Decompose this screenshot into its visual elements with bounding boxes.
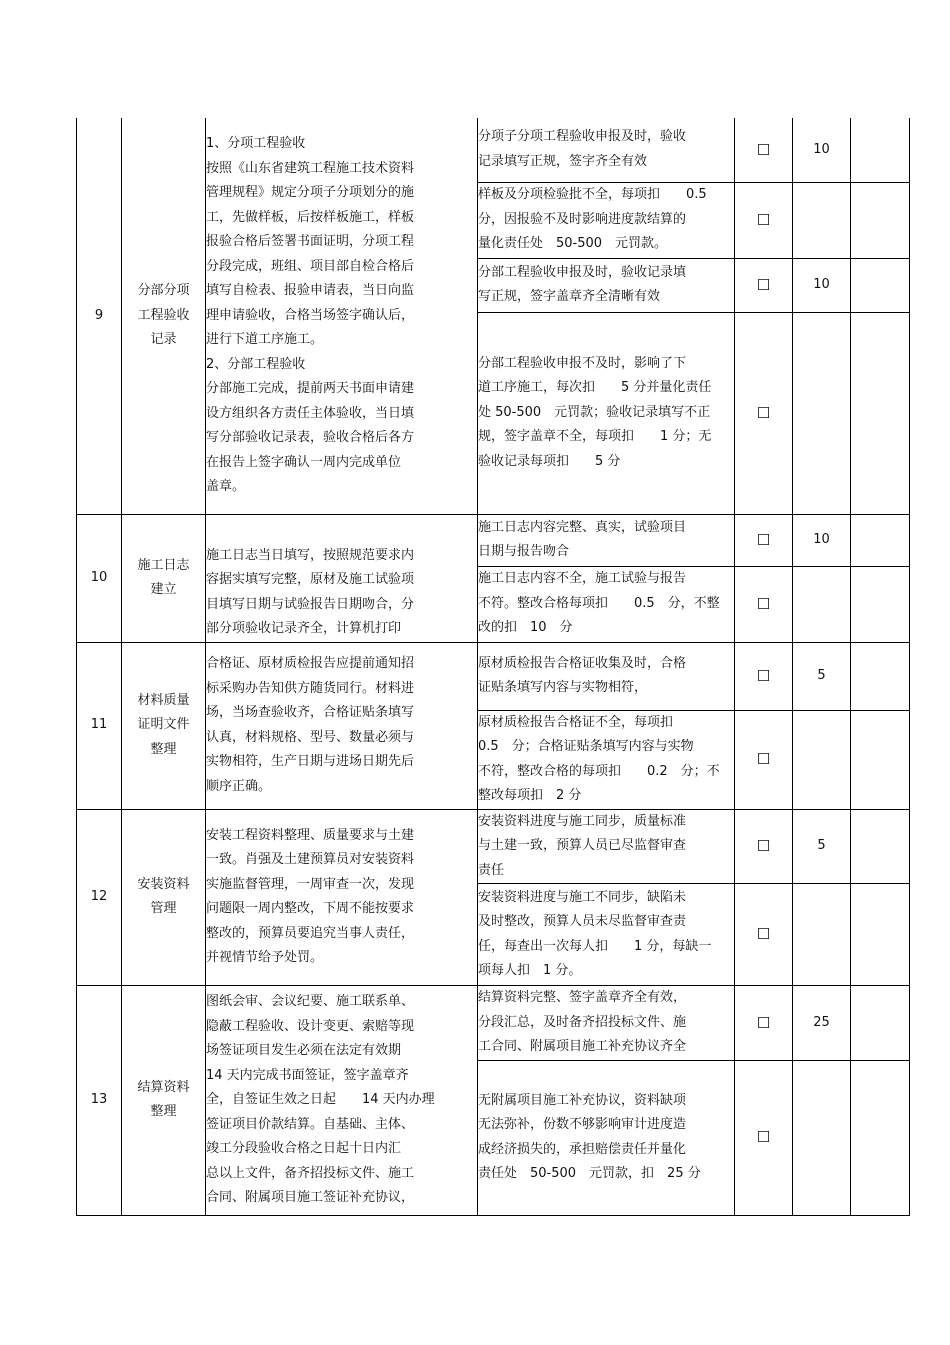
text-line: 无法弥补，份数不够影响审计进度造 bbox=[478, 1117, 687, 1132]
text-line: 量化责任处 50-500 元罚款。 bbox=[478, 236, 668, 252]
text-line: 写分部验收记录表，验收合格后各方 bbox=[206, 430, 415, 445]
text-line: 施工日志当日填写，按照规范要求内 bbox=[206, 547, 415, 563]
criteria-text bbox=[478, 809, 735, 884]
table-row bbox=[77, 809, 910, 884]
text-line: 竣工分段验收合格之日起十日内汇 bbox=[206, 1141, 402, 1156]
text-line: 场，当场查验收齐，合格证贴条填写 bbox=[206, 705, 415, 720]
text-line: 盖章。 bbox=[206, 479, 246, 494]
checkbox-icon[interactable]: ☐ bbox=[735, 182, 793, 258]
text-line: 建立 bbox=[150, 582, 177, 597]
score-value: 5 bbox=[793, 642, 851, 710]
text-line: 合格证、原材质检报告应提前通知招 bbox=[206, 656, 415, 671]
assessment-table bbox=[76, 118, 910, 1216]
text-line: 设方组织各方责任主体验收，当日填 bbox=[206, 405, 415, 421]
text-line: 实施监督管理，一周审查一次，发现 bbox=[206, 876, 415, 892]
checkbox-icon[interactable]: ☐ bbox=[735, 710, 793, 809]
score-value: 5 bbox=[793, 809, 851, 884]
text-line: 全，自签证生效之日起 14 天内办理 bbox=[206, 1092, 435, 1107]
text-line: 安装资料进度与施工同步，质量标准 bbox=[478, 813, 687, 829]
text-line: 成经济损失的，承担赔偿责任并量化 bbox=[478, 1141, 687, 1157]
text-line: 管理 bbox=[150, 901, 177, 917]
text-line: 日期与报告吻合 bbox=[478, 544, 570, 559]
text-line: 分部工程验收申报不及时，影响了下 bbox=[478, 355, 687, 371]
table-row bbox=[77, 986, 910, 1061]
text-line: 标采购办告知供方随货同行。材料进 bbox=[206, 680, 415, 696]
text-line: 工程验收 bbox=[137, 307, 190, 323]
actual-score-cell bbox=[851, 986, 910, 1061]
criteria-text bbox=[478, 642, 735, 710]
text-line: 部分项验收记录齐全，计算机打印 bbox=[206, 621, 402, 636]
actual-score-cell bbox=[851, 1060, 910, 1215]
text-line: 样板及分项检验批不全，每项扣 0.5 bbox=[478, 187, 707, 203]
score-value bbox=[793, 566, 851, 642]
text-line: 14 天内完成书面签证，签字盖章齐 bbox=[206, 1067, 409, 1083]
criteria-text bbox=[478, 566, 735, 642]
score-value: 10 bbox=[793, 514, 851, 566]
text-line: 整改每项扣 2 分 bbox=[478, 788, 582, 803]
text-line: 场签证项目发生必须在法定有效期 bbox=[206, 1043, 402, 1058]
text-line: 无附属项目施工补充协议，资料缺项 bbox=[478, 1092, 687, 1108]
text-line: 1、分项工程验收 bbox=[206, 136, 306, 151]
criteria-text bbox=[478, 514, 735, 566]
text-line: 记录填写正规，签字齐全有效 bbox=[478, 153, 648, 169]
text-line: 施工日志内容完整、真实，试验项目 bbox=[478, 519, 687, 535]
text-line: 一致。肖强及土建预算员对安装资料 bbox=[206, 852, 415, 868]
criteria-text bbox=[478, 182, 735, 258]
table-row bbox=[77, 514, 910, 566]
actual-score-cell bbox=[851, 118, 910, 182]
actual-score-cell bbox=[851, 809, 910, 884]
item-name bbox=[122, 514, 206, 642]
criteria-text bbox=[478, 884, 735, 986]
actual-score-cell bbox=[851, 258, 910, 312]
score-value bbox=[793, 884, 851, 986]
text-line: 安装资料 bbox=[137, 876, 190, 892]
text-line: 材料质量 bbox=[137, 692, 190, 708]
text-line: 理申请验收，合格当场签字确认后， bbox=[206, 307, 415, 323]
requirement-text bbox=[206, 514, 478, 642]
text-line: 分部分项 bbox=[137, 283, 190, 298]
text-line: 分部施工完成，提前两天书面申请建 bbox=[206, 381, 415, 396]
text-line: 责任 bbox=[478, 862, 505, 878]
text-line: 施工日志 bbox=[137, 557, 190, 573]
text-line: 按照《山东省建筑工程施工技术资料 bbox=[206, 160, 415, 176]
text-line: 合同、附属项目施工签证补充协议， bbox=[206, 1190, 415, 1205]
text-line: 责任处 50-500 元罚款，扣 25 分 bbox=[478, 1166, 701, 1181]
checkbox-icon[interactable]: ☐ bbox=[735, 809, 793, 884]
text-line: 结算资料完整、签字盖章齐全有效， bbox=[478, 990, 687, 1005]
item-name bbox=[122, 642, 206, 809]
text-line: 写正规，签字盖章齐全清晰有效 bbox=[478, 289, 661, 304]
table-row bbox=[77, 118, 910, 182]
text-line: 签证项目价款结算。自基础、主体、 bbox=[206, 1116, 415, 1132]
text-line: 顺序正确。 bbox=[206, 778, 272, 794]
checkbox-icon[interactable]: ☐ bbox=[735, 258, 793, 312]
text-line: 管理规程》规定分项子分项划分的施 bbox=[206, 185, 415, 200]
text-line: 分项子分项工程验收申报及时，验收 bbox=[478, 129, 687, 145]
text-line: 施工日志内容不全，施工试验与报告 bbox=[478, 571, 687, 587]
actual-score-cell bbox=[851, 514, 910, 566]
requirement-text bbox=[206, 118, 478, 514]
row-number: 10 bbox=[77, 514, 122, 642]
score-value: 10 bbox=[793, 258, 851, 312]
actual-score-cell bbox=[851, 182, 910, 258]
text-line: 与土建一致，预算人员已尽监督审查 bbox=[478, 838, 687, 853]
item-name bbox=[122, 118, 206, 514]
row-number: 9 bbox=[77, 118, 122, 514]
criteria-text bbox=[478, 986, 735, 1061]
criteria-text bbox=[478, 710, 735, 809]
text-line: 隐蔽工程验收、设计变更、索赔等现 bbox=[206, 1018, 415, 1034]
text-line: 分，因报验不及时影响进度款结算的 bbox=[478, 211, 687, 227]
text-line: 改的扣 10 分 bbox=[478, 620, 573, 636]
text-line: 道工序施工，每次扣 5 分并量化责任 bbox=[478, 380, 712, 396]
text-line: 进行下道工序施工。 bbox=[206, 332, 324, 347]
text-line: 工合同、附属项目施工补充协议齐全 bbox=[478, 1039, 687, 1054]
text-line: 图纸会审、会议纪要、施工联系单、 bbox=[206, 994, 415, 1009]
score-value: 10 bbox=[793, 118, 851, 182]
text-line: 安装资料进度与施工不同步，缺陷未 bbox=[478, 889, 687, 905]
text-line: 0.5 分；合格证贴条填写内容与实物 bbox=[478, 739, 694, 754]
text-line: 分部工程验收申报及时，验收记录填 bbox=[478, 264, 687, 280]
text-line: 验收记录每项扣 5 分 bbox=[478, 453, 621, 469]
criteria-text bbox=[478, 258, 735, 312]
row-number: 12 bbox=[77, 809, 122, 986]
checkbox-icon[interactable]: ☐ bbox=[735, 312, 793, 514]
text-line: 在报告上签字确认一周内完成单位 bbox=[206, 454, 402, 470]
row-number: 11 bbox=[77, 642, 122, 809]
checkbox-icon[interactable]: ☐ bbox=[735, 642, 793, 710]
score-value bbox=[793, 182, 851, 258]
actual-score-cell bbox=[851, 884, 910, 986]
text-line: 整改的，预算员要追究当事人责任， bbox=[206, 925, 415, 941]
requirement-text bbox=[206, 642, 478, 809]
actual-score-cell bbox=[851, 642, 910, 710]
text-line: 报验合格后签署书面证明，分项工程 bbox=[206, 234, 415, 249]
text-line: 问题限一周内整改，下周不能按要求 bbox=[206, 901, 415, 917]
text-line: 分段汇总，及时备齐招投标文件、施 bbox=[478, 1014, 687, 1030]
text-line: 工，先做样板，后按样板施工，样板 bbox=[206, 209, 415, 225]
text-line: 项每人扣 1 分。 bbox=[478, 963, 582, 978]
score-value bbox=[793, 312, 851, 514]
text-line: 原材质检报告合格证收集及时，合格 bbox=[478, 655, 687, 671]
criteria-text bbox=[478, 118, 735, 182]
checkbox-icon[interactable]: ☐ bbox=[735, 884, 793, 986]
actual-score-cell bbox=[851, 710, 910, 809]
criteria-text bbox=[478, 312, 735, 514]
text-line: 记录 bbox=[150, 332, 177, 347]
text-line: 分段完成，班组、项目部自检合格后 bbox=[206, 258, 415, 274]
text-line: 不符，整改合格的每项扣 0.2 分；不 bbox=[478, 763, 720, 779]
score-value bbox=[793, 1060, 851, 1215]
text-line: 目填写日期与试验报告日期吻合，分 bbox=[206, 596, 415, 612]
text-line: 填写自检表、报验申请表，当日向监 bbox=[206, 283, 415, 298]
score-value bbox=[793, 710, 851, 809]
checkbox-icon[interactable]: ☐ bbox=[735, 986, 793, 1061]
criteria-text bbox=[478, 1060, 735, 1215]
text-line: 不符。整改合格每项扣 0.5 分，不整 bbox=[478, 595, 720, 611]
item-name bbox=[122, 986, 206, 1216]
text-line: 并视情节给予处罚。 bbox=[206, 950, 324, 966]
actual-score-cell bbox=[851, 312, 910, 514]
text-line: 认真，材料规格、型号、数量必须与 bbox=[206, 729, 415, 745]
text-line: 任，每查出一次每人扣 1 分，每缺一 bbox=[478, 938, 712, 954]
text-line: 总以上文件，备齐招投标文件、施工 bbox=[206, 1165, 415, 1181]
text-line: 安装工程资料整理、质量要求与土建 bbox=[206, 827, 415, 843]
requirement-text bbox=[206, 809, 478, 986]
table-row bbox=[77, 642, 910, 710]
text-line: 整理 bbox=[150, 1104, 177, 1120]
text-line: 容据实填写完整，原材及施工试验项 bbox=[206, 572, 415, 587]
text-line: 实物相符，生产日期与进场日期先后 bbox=[206, 754, 415, 769]
score-value: 25 bbox=[793, 986, 851, 1061]
actual-score-cell bbox=[851, 566, 910, 642]
text-line: 原材质检报告合格证不全，每项扣 bbox=[478, 714, 674, 730]
text-line: 2、分部工程验收 bbox=[206, 356, 306, 372]
item-name bbox=[122, 809, 206, 986]
checkbox-icon[interactable]: ☐ bbox=[735, 1060, 793, 1215]
text-line: 处 50-500 元罚款；验收记录填写不正 bbox=[478, 404, 711, 420]
text-line: 证贴条填写内容与实物相符， bbox=[478, 680, 648, 695]
text-line: 整理 bbox=[150, 741, 177, 757]
requirement-text bbox=[206, 986, 478, 1216]
text-line: 结算资料 bbox=[137, 1079, 190, 1095]
text-line: 证明文件 bbox=[137, 717, 190, 733]
checkbox-icon[interactable]: ☐ bbox=[735, 514, 793, 566]
text-line: 规，签字盖章不全，每项扣 1 分；无 bbox=[478, 429, 712, 445]
checkbox-icon[interactable]: ☐ bbox=[735, 118, 793, 182]
text-line: 及时整改，预算人员未尽监督审查责 bbox=[478, 914, 687, 929]
checkbox-icon[interactable]: ☐ bbox=[735, 566, 793, 642]
row-number: 13 bbox=[77, 986, 122, 1216]
